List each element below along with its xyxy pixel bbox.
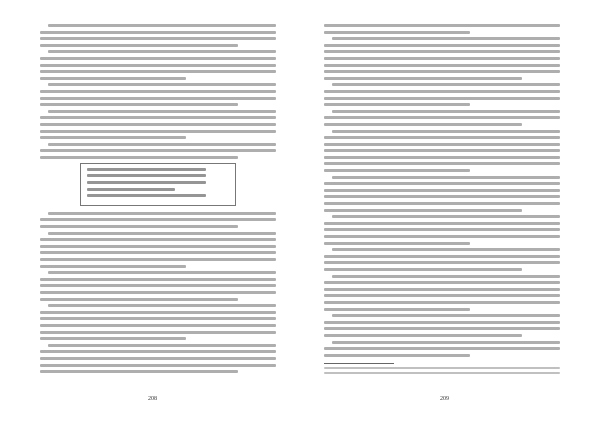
equation-system bbox=[80, 163, 236, 206]
left-page-body bbox=[40, 24, 276, 374]
footnote-divider bbox=[324, 363, 394, 364]
page-number-left: 208 bbox=[148, 396, 157, 402]
right-page bbox=[300, 0, 600, 424]
right-page-body bbox=[324, 24, 560, 374]
page-number-right: 209 bbox=[440, 396, 449, 402]
footnote bbox=[324, 367, 560, 374]
